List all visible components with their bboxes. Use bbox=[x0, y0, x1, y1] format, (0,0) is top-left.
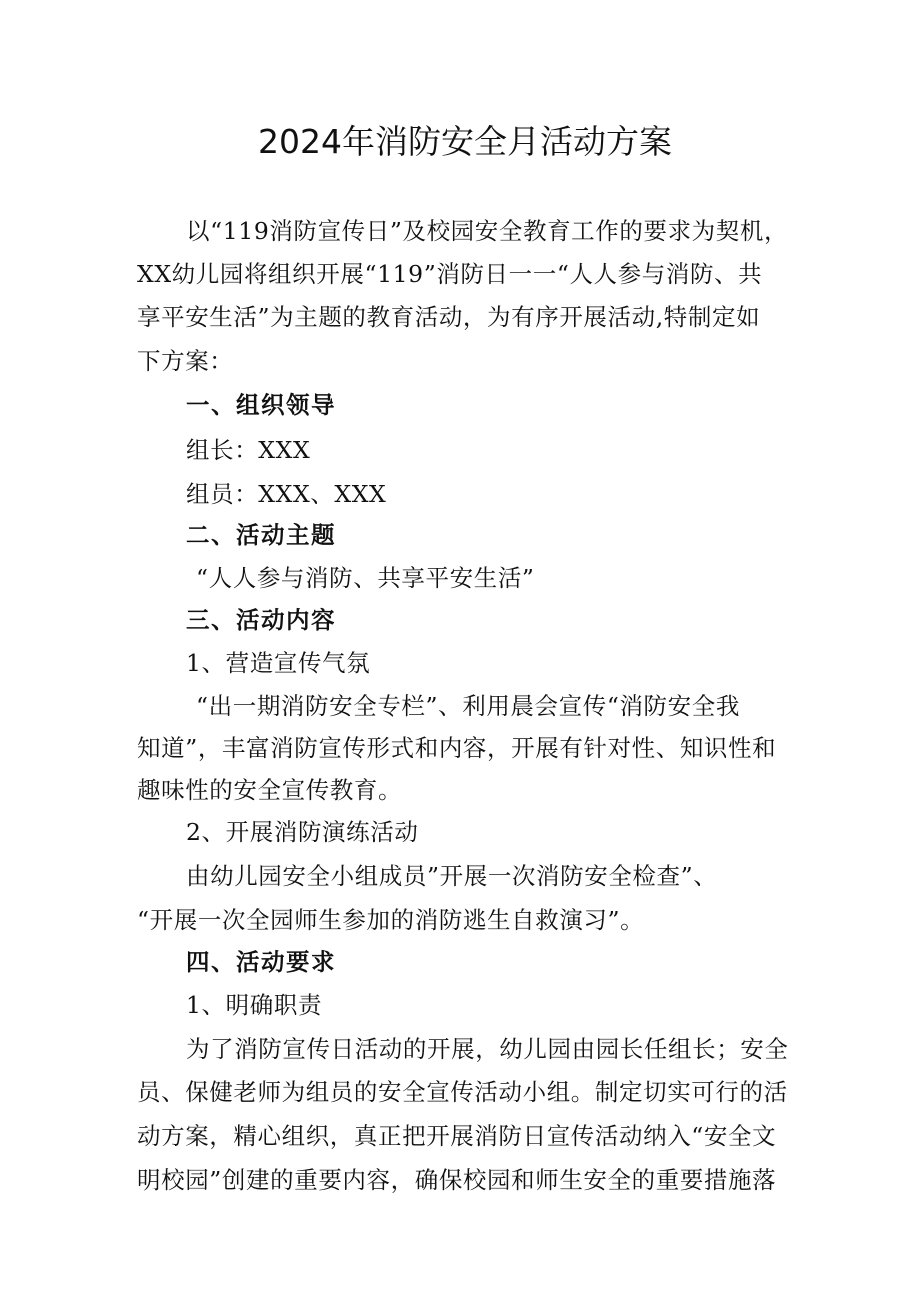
section-heading-theme: 二、活动主题 bbox=[186, 521, 336, 549]
paragraph-line: “开展一次全园师生参加的消防逃生自救演习”。 bbox=[137, 906, 645, 934]
paragraph-line: 由幼儿园安全小组成员”开展一次消防安全检查”、 bbox=[186, 862, 718, 890]
paragraph-line: 动方案，精心组织，真正把开展消防日宣传活动纳入“安全文 bbox=[137, 1122, 777, 1150]
subheading-atmosphere: 1、营造宣传气氛 bbox=[186, 649, 371, 677]
paragraph-line: 为了消防宣传日活动的开展，幼儿园由园长任组长；安全 bbox=[186, 1035, 789, 1063]
theme-line: “人人参与消防、共享平安生活” bbox=[196, 564, 535, 592]
paragraph-line: 知道”，丰富消防宣传形式和内容，开展有针对性、知识性和 bbox=[137, 734, 777, 762]
paragraph-line: 下方案： bbox=[137, 347, 234, 375]
section-heading-requirements: 四、活动要求 bbox=[186, 948, 336, 976]
paragraph-line: 明校园”创建的重要内容，确保校园和师生安全的重要措施落 bbox=[137, 1166, 777, 1194]
paragraph-line: XX幼儿园将组织开展“119”消防日一一“人人参与消防、共 bbox=[137, 260, 763, 288]
paragraph-line: 以“119消防宣传日”及校园安全教育工作的要求为契机， bbox=[186, 217, 789, 245]
subheading-responsibility: 1、明确职责 bbox=[186, 991, 323, 1019]
section-heading-content: 三、活动内容 bbox=[186, 606, 336, 634]
section-heading-organization: 一、组织领导 bbox=[186, 391, 336, 419]
leader-line: 组长：XXX bbox=[186, 436, 311, 464]
subheading-drill: 2、开展消防演练活动 bbox=[186, 818, 419, 846]
members-line: 组员：XXX、XXX bbox=[186, 480, 387, 508]
paragraph-line: 趣味性的安全宣传教育。 bbox=[137, 776, 403, 804]
paragraph-line: “出一期消防安全专栏”、利用晨会宣传“消防安全我 bbox=[196, 692, 740, 720]
paragraph-line: 员、保健老师为组员的安全宣传活动小组。制定切实可行的活 bbox=[137, 1078, 788, 1106]
document-title: 2024年消防安全月活动方案 bbox=[258, 122, 672, 161]
paragraph-line: 享平安生活”为主题的教育活动，为有序开展活动,特制定如 bbox=[137, 303, 761, 331]
